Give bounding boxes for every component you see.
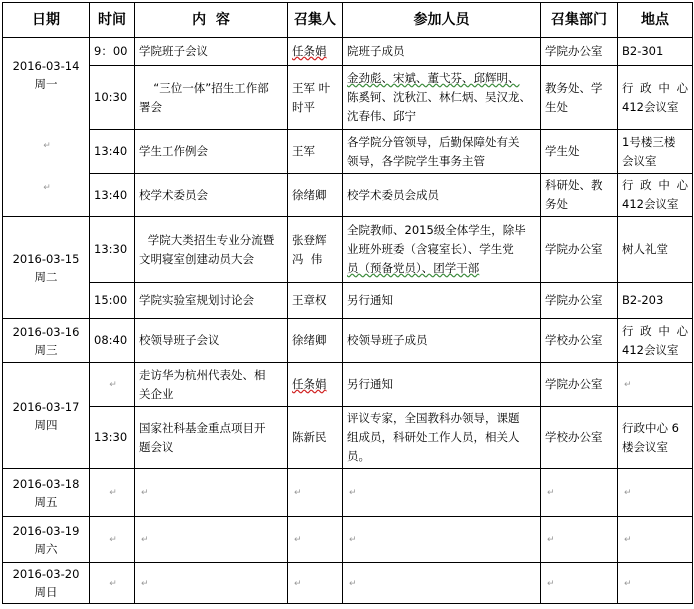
paragraph-mark-icon	[349, 535, 357, 545]
date-cell-fri: 2016-03-18 周五	[3, 469, 90, 517]
convener-cell: 徐绪卿	[288, 319, 343, 363]
participants-cell: 全院教师、2015级全体学生，除毕 业班外班委（含寝室长）、学生党 员（预备党员）、团学干部	[343, 217, 541, 283]
location-cell: B2-301	[618, 38, 693, 66]
header-department: 召集部门	[541, 3, 618, 38]
time-cell: 13:40	[90, 174, 135, 217]
content-cell: 学生工作例会	[135, 130, 288, 174]
content-cell: 走访华为杭州代表处、相 关企业	[135, 363, 288, 407]
time-cell: 10:30	[90, 66, 135, 130]
table-row	[3, 319, 693, 363]
convener-cell: 任条娟	[288, 38, 343, 66]
participants-cell: 另行通知	[343, 363, 541, 407]
department-cell: 学校办公室	[541, 407, 618, 469]
table-row	[3, 66, 693, 130]
empty-cell	[90, 563, 135, 604]
convener-cell: 任条娟	[288, 363, 343, 407]
content-cell: 学院大类招生专业分流暨 文明寝室创建动员大会	[135, 217, 288, 283]
participants-cell: 评议专家，全国教科办领导，课题 组成员，科研处工作人员，相关人 员。	[343, 407, 541, 469]
department-cell: 教务处、学 生处	[541, 66, 618, 130]
location-cell: 1号楼三楼 会议室	[618, 130, 693, 174]
paragraph-mark-icon	[547, 579, 555, 589]
table-row	[3, 130, 693, 174]
date-cell-wed: 2016-03-16 周三	[3, 319, 90, 363]
location-cell: B2-203	[618, 283, 693, 319]
empty-cell	[618, 517, 693, 563]
table-row	[3, 407, 693, 469]
participants-cell: 校领导班子成员	[343, 319, 541, 363]
convener-cell: 徐绪卿	[288, 174, 343, 217]
header-date: 日期	[3, 3, 90, 38]
department-cell: 科研处、教 务处	[541, 174, 618, 217]
paragraph-mark-icon	[547, 488, 555, 498]
empty-cell	[135, 469, 288, 517]
empty-cell	[288, 517, 343, 563]
location-cell	[618, 363, 693, 407]
date-cell-thu: 2016-03-17 周四	[3, 363, 90, 469]
blank-line	[7, 93, 85, 137]
table-row	[3, 469, 693, 517]
paragraph-mark-icon	[141, 579, 149, 589]
table-row	[3, 174, 693, 217]
convener-cell: 张登辉 冯 伟	[288, 217, 343, 283]
location-cell: 树人礼堂	[618, 217, 693, 283]
table-row	[3, 517, 693, 563]
paragraph-mark-icon	[294, 579, 302, 589]
participants-cell: 校学术委员会成员	[343, 174, 541, 217]
table-row	[3, 38, 693, 66]
department-cell: 学院办公室	[541, 217, 618, 283]
time-cell: 9：00	[90, 38, 135, 66]
content-cell: “三位一体”招生工作部 署会	[135, 66, 288, 130]
header-participants: 参加人员	[343, 3, 541, 38]
location-cell: 行政中心 412会议室	[618, 174, 693, 217]
time-cell: 13:30	[90, 407, 135, 469]
time-cell: 08:40	[90, 319, 135, 363]
date-cell-sun: 2016-03-20 周日	[3, 563, 90, 604]
content-cell: 学院实验室规划讨论会	[135, 283, 288, 319]
paragraph-mark-icon	[109, 488, 117, 498]
table-row	[3, 217, 693, 283]
header-convener: 召集人	[288, 3, 343, 38]
department-cell: 学院办公室	[541, 38, 618, 66]
empty-cell	[343, 563, 541, 604]
empty-cell	[288, 563, 343, 604]
location-cell: 行政中心 412会议室	[618, 319, 693, 363]
participants-cell: 金劲彪、宋斌、董弋芬、邱辉明、 陈奚钶、沈秋江、林仁炳、吴汉龙、 沈春伟、邱宁	[343, 66, 541, 130]
paragraph-mark-icon	[109, 380, 117, 390]
paragraph-mark-icon	[547, 535, 555, 545]
empty-cell	[618, 563, 693, 604]
meeting-schedule-document	[2, 2, 692, 604]
paragraph-mark-icon	[624, 488, 632, 498]
paragraph-mark-icon	[9, 137, 85, 155]
empty-cell	[343, 469, 541, 517]
paragraph-mark-icon	[109, 535, 117, 545]
header-time: 时间	[90, 3, 135, 38]
convener-cell: 王军	[288, 130, 343, 174]
content-cell: 学院班子会议	[135, 38, 288, 66]
blank-line	[7, 155, 85, 179]
convener-cell: 王军 叶 时平	[288, 66, 343, 130]
paragraph-mark-icon	[294, 535, 302, 545]
table-row	[3, 563, 693, 604]
date-cell-tue: 2016-03-15 周二	[3, 217, 90, 319]
date-cell-mon	[3, 38, 90, 217]
content-cell: 校领导班子会议	[135, 319, 288, 363]
content-cell: 校学术委员会	[135, 174, 288, 217]
paragraph-mark-icon	[349, 579, 357, 589]
participants-cell: 各学院分管领导，后勤保障处有关 领导，各学院学生事务主管	[343, 130, 541, 174]
department-cell: 学校办公室	[541, 319, 618, 363]
department-cell: 学生处	[541, 130, 618, 174]
time-cell	[90, 363, 135, 407]
table-row	[3, 363, 693, 407]
location-cell: 行政中心 412会议室	[618, 66, 693, 130]
participants-cell: 院班子成员	[343, 38, 541, 66]
schedule-table	[2, 2, 693, 604]
empty-cell	[90, 517, 135, 563]
paragraph-mark-icon	[294, 488, 302, 498]
date-text: 2016-03-14	[12, 59, 80, 73]
department-cell: 学院办公室	[541, 283, 618, 319]
paragraph-mark-icon	[9, 179, 85, 197]
table-row	[3, 283, 693, 319]
time-cell: 15:00	[90, 283, 135, 319]
empty-cell	[541, 517, 618, 563]
empty-cell	[288, 469, 343, 517]
date-cell-sat: 2016-03-19 周六	[3, 517, 90, 563]
department-cell: 学院办公室	[541, 363, 618, 407]
header-content: 内 容	[135, 3, 288, 38]
paragraph-mark-icon	[624, 579, 632, 589]
empty-cell	[541, 469, 618, 517]
empty-cell	[343, 517, 541, 563]
weekday-text: 周一	[34, 77, 58, 91]
paragraph-mark-icon	[349, 488, 357, 498]
time-cell: 13:30	[90, 217, 135, 283]
empty-cell	[135, 563, 288, 604]
location-cell: 行政中心 6 楼会议室	[618, 407, 693, 469]
empty-cell	[135, 517, 288, 563]
paragraph-mark-icon	[141, 488, 149, 498]
paragraph-mark-icon	[624, 380, 632, 390]
time-cell: 13:40	[90, 130, 135, 174]
participants-cell: 另行通知	[343, 283, 541, 319]
convener-cell: 王章权	[288, 283, 343, 319]
convener-cell: 陈新民	[288, 407, 343, 469]
paragraph-mark-icon	[109, 579, 117, 589]
header-location: 地点	[618, 3, 693, 38]
empty-cell	[541, 563, 618, 604]
paragraph-mark-icon	[141, 535, 149, 545]
content-cell: 国家社科基金重点项目开 题会议	[135, 407, 288, 469]
empty-cell	[90, 469, 135, 517]
header-row	[3, 3, 693, 38]
paragraph-mark-icon	[624, 535, 632, 545]
empty-cell	[618, 469, 693, 517]
